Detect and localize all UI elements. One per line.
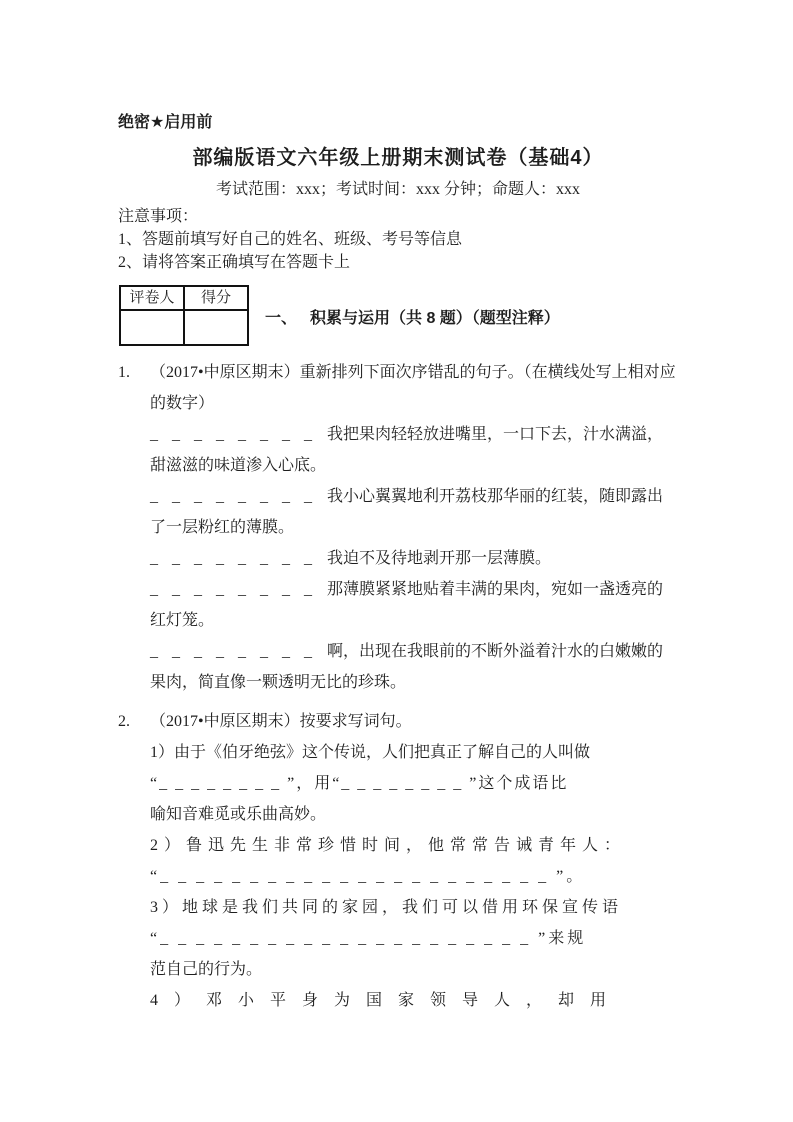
score-table-score-cell (184, 310, 248, 345)
notes-heading: 注意事项： (118, 208, 199, 225)
secrecy-label: 绝密★启用前 (118, 114, 213, 131)
section-number: 一、 (265, 310, 298, 327)
question-1-stem: （2017•中原区期末）重新排列下面次序错乱的句子。（在横线处写上相对应的数字） (150, 364, 676, 412)
question-2-stem: （2017•中原区期末）按要求写词句。 (150, 713, 412, 730)
answer-blank: _ _ _ _ _ _ _ _ (150, 488, 317, 505)
note-item: 2、请将答案正确填写在答题卡上 (118, 254, 351, 271)
sentence-text: 我迫不及待地剥开那一层薄膜。 (327, 550, 552, 567)
page-content (118, 112, 678, 1016)
score-table (119, 285, 249, 346)
question-1-body (150, 357, 678, 698)
q1-sentence-item (150, 636, 678, 698)
q2-part4-line: 4）邓小平身为国家领导人，却用 (150, 992, 623, 1009)
question-2 (118, 706, 678, 1016)
sentence-text: 啊，出现在我眼前的不断外溢着汁水的白嫩嫩的果肉，简直像一颗透明无比的珍珠。 (150, 643, 664, 691)
sentence-text: 我小心翼翼地利开荔枝那华丽的红装，随即露出了一层粉红的薄膜。 (150, 488, 664, 536)
answer-blank: _ _ _ _ _ _ _ _ (150, 550, 317, 567)
answer-blank: _ _ _ _ _ _ _ _ (150, 581, 317, 598)
score-table-header-score: 得分 (184, 286, 248, 310)
q2-part3-blank-line: “_ _ _ _ _ _ _ _ _ _ _ _ _ _ _ _ _ _ _ _ _ ”来规 (150, 930, 587, 947)
question-1 (118, 357, 678, 698)
q1-sentence-item (150, 419, 678, 481)
question-1-number: 1. (118, 364, 130, 381)
score-table-reviewer-cell (120, 310, 184, 345)
score-table-value-row (120, 310, 248, 345)
page-title: 部编版语文六年级上册期末测试卷（基础4） (192, 147, 604, 169)
answer-blank: _ _ _ _ _ _ _ _ (150, 426, 317, 443)
q1-sentence-item (150, 543, 678, 574)
score-table-band (118, 285, 678, 345)
section-heading (265, 305, 560, 328)
section-title: 积累与运用（共 8 题）（题型注释） (310, 310, 560, 327)
score-table-header-row (120, 286, 248, 310)
q1-sentence-item (150, 481, 678, 543)
score-table-header-reviewer: 评卷人 (120, 286, 184, 310)
q2-part2-line: 2）鲁迅先生非常珍惜时间，他常常告诫青年人： (150, 837, 627, 854)
answer-blank: _ _ _ _ _ _ _ _ (150, 643, 317, 660)
question-2-body (150, 706, 678, 1016)
q1-sentence-item (150, 574, 678, 636)
note-item: 1、答题前填写好自己的姓名、班级、考号等信息 (118, 231, 463, 248)
sentence-text: 那薄膜紧紧地贴着丰满的果肉，宛如一盏透亮的红灯笼。 (150, 581, 664, 629)
question-2-number: 2. (118, 713, 130, 730)
q2-part2-blank-line: “_ _ _ _ _ _ _ _ _ _ _ _ _ _ _ _ _ _ _ _ _ _ ”。 (150, 868, 586, 885)
q2-part1-blank-line: “_ _ _ _ _ _ _ _ ”，用“_ _ _ _ _ _ _ _ ”这个成语比 (150, 775, 569, 792)
q2-part3-line: 3）地球是我们共同的家园，我们可以借用环保宣传语 (150, 899, 623, 916)
q2-part3-line: 范自己的行为。 (150, 961, 263, 978)
exam-info: 考试范围：xxx；考试时间：xxx 分钟；命题人：xxx (215, 181, 580, 198)
q2-part1-line: 1）由于《伯牙绝弦》这个传说，人们把真正了解自己的人叫做 (150, 744, 591, 761)
sentence-text: 我把果肉轻轻放进嘴里，一口下去，汁水满溢，甜滋滋的味道渗入心底。 (150, 426, 664, 474)
q2-part1-line: 喻知音难觅或乐曲高妙。 (150, 806, 327, 823)
